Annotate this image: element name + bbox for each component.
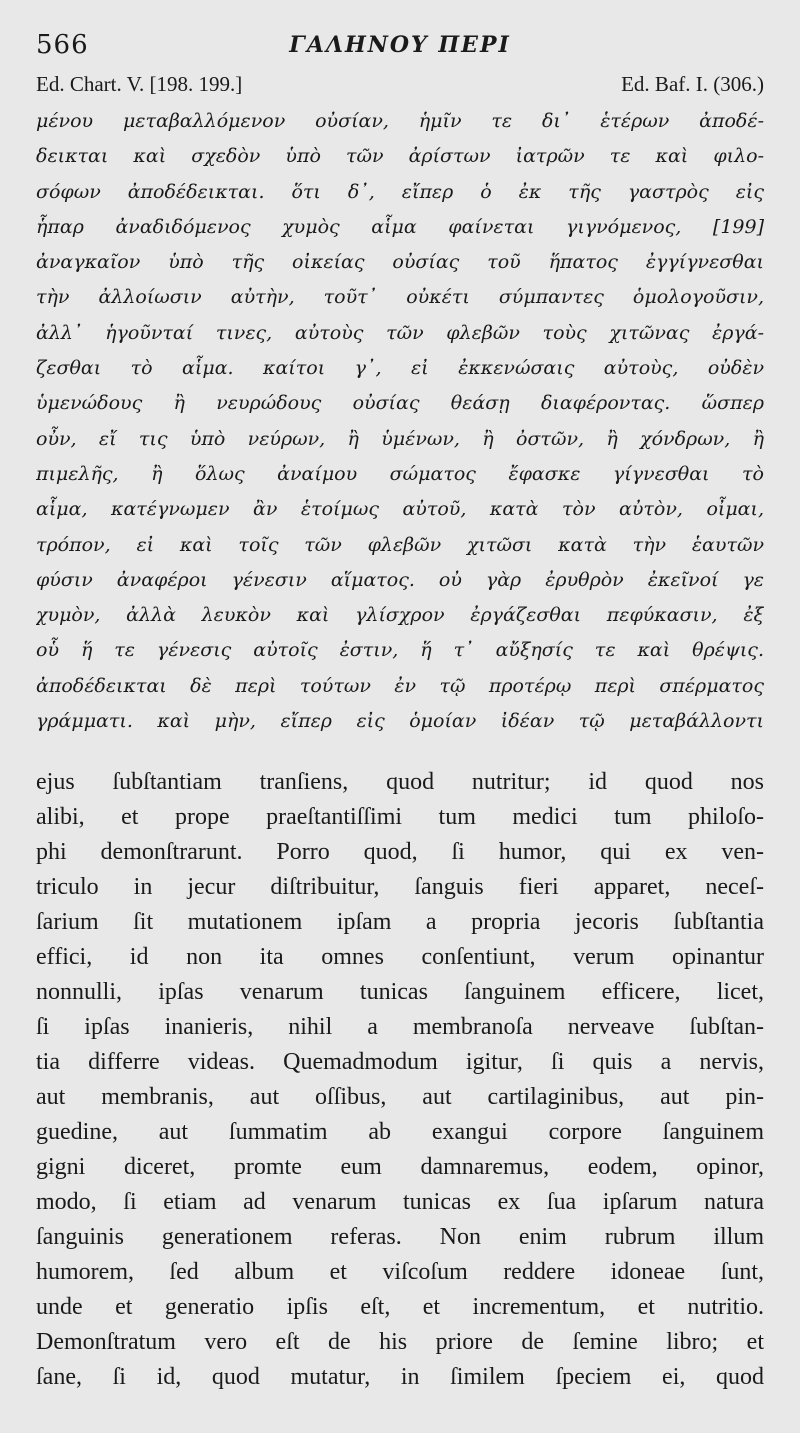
greek-line: οὖν, εἴ τις ὑπὸ νεύρων, ἢ ὑμένων, ἢ ὀστῶν, ἢ χόνδρων, ἢ (36, 427, 764, 450)
greek-line: ἀλλ᾽ ἡγοῦνταί τινες, αὐτοὺς τῶν φλεβῶν τοὺς χιτῶνας ἐργά- (36, 321, 764, 344)
edition-reference-chartier: Ed. Chart. V. [198. 199.] (36, 72, 243, 96)
page-number: 566 (36, 30, 89, 60)
latin-line: unde et generatio ipſis eſt, et incrementum, et nutritio. (36, 1294, 764, 1320)
latin-line: tia differre videas. Quemadmodum igitur, ſi quis a nervis, (36, 1049, 764, 1075)
latin-line: Demonſtratum vero eſt de his priore de ſemine libro; et (36, 1329, 764, 1355)
latin-line: phi demonſtrarunt. Porro quod, ſi humor, qui ex ven- (36, 839, 764, 865)
latin-line: humorem, ſed album et viſcoſum reddere idoneae ſunt, (36, 1259, 764, 1285)
latin-line: alibi, et prope praeſtantiſſimi tum medici tum philoſo- (36, 804, 764, 830)
latin-line: triculo in jecur diſtribuitur, ſanguis fieri apparet, neceſ- (36, 874, 764, 900)
edition-reference-basel: Ed. Baf. I. (306.) (621, 72, 764, 96)
latin-line: guedine, aut ſummatim ab exangui corpore ſanguinem (36, 1119, 764, 1145)
running-title: ΓΑΛΗΝΟΥ ΠΕΡΙ (289, 32, 511, 58)
greek-line: φύσιν ἀναφέροι γένεσιν αἵματος. οὐ γὰρ ἐρυθρὸν ἐκεῖνοί γε (36, 568, 764, 591)
greek-line: χυμὸν, ἀλλὰ λευκὸν καὶ γλίσχρον ἐργάζεσθαι πεφύκασιν, ἐξ (36, 604, 764, 627)
greek-line: ὑμενώδους ἢ νευρώδους οὐσίας θεάσῃ διαφέροντας. ὥσπερ (36, 392, 764, 415)
greek-line: σόφων ἀποδέδεικται. ὅτι δ᾽, εἴπερ ὁ ἐκ τῆς γαστρὸς εἰς (36, 180, 764, 203)
latin-line: ſanguinis generationem referas. Non enim rubrum illum (36, 1224, 764, 1250)
greek-line: οὗ ἥ τε γένεσις αὐτοῖς ἐστιν, ἥ τ᾽ αὔξησίς τε καὶ θρέψις. (36, 639, 764, 662)
latin-line: ſane, ſi id, quod mutatur, in ſimilem ſpeciem ei, quod (36, 1364, 764, 1390)
latin-line: modo, ſi etiam ad venarum tunicas ex ſua ipſarum natura (36, 1189, 764, 1215)
edition-references (36, 72, 764, 102)
greek-text-block (36, 104, 764, 739)
latin-text-block (36, 765, 764, 1395)
greek-line: τὴν ἀλλοίωσιν αὐτὴν, τοῦτ᾽ οὐκέτι σύμπαντες ὁμολογοῦσιν, (36, 286, 764, 309)
greek-line: γράμματι. καὶ μὴν, εἴπερ εἰς ὁμοίαν ἰδέαν τῷ μεταβάλλοντι (36, 710, 764, 733)
latin-line: ſi ipſas inanieris, nihil a membranoſa nerveave ſubſtan- (36, 1014, 764, 1040)
page-header (36, 24, 764, 64)
latin-line: ejus ſubſtantiam tranſiens, quod nutritur; id quod nos (36, 769, 764, 795)
latin-line: gigni diceret, promte eum damnaremus, eodem, opinor, (36, 1154, 764, 1180)
latin-line: nonnulli, ipſas venarum tunicas ſanguinem efficere, licet, (36, 979, 764, 1005)
greek-line: πιμελῆς, ἢ ὅλως ἀναίμου σώματος ἔφασκε γίγνεσθαι τὸ (36, 462, 764, 485)
latin-line: ſarium ſit mutationem ipſam a propria jecoris ſubſtantia (36, 909, 764, 935)
latin-line: effici, id non ita omnes conſentiunt, verum opinantur (36, 944, 764, 970)
greek-line: ἧπαρ ἀναδιδόμενος χυμὸς αἷμα φαίνεται γιγνόμενος, [199] (36, 215, 764, 238)
greek-line: δεικται καὶ σχεδὸν ὑπὸ τῶν ἀρίστων ἰατρῶν τε καὶ φιλο- (36, 145, 764, 168)
greek-line: αἷμα, κατέγνωμεν ἂν ἑτοίμως αὐτοῦ, κατὰ τὸν αὐτὸν, οἶμαι, (36, 498, 764, 521)
greek-line: τρόπον, εἰ καὶ τοῖς τῶν φλεβῶν χιτῶσι κατὰ τὴν ἑαυτῶν (36, 533, 764, 556)
greek-line: ἀποδέδεικται δὲ περὶ τούτων ἐν τῷ προτέρῳ περὶ σπέρματος (36, 674, 764, 697)
greek-line: ζεσθαι τὸ αἷμα. καίτοι γ᾽, εἰ ἐκκενώσαις αὐτοὺς, οὐδὲν (36, 357, 764, 380)
latin-line: aut membranis, aut oſſibus, aut cartilaginibus, aut pin- (36, 1084, 764, 1110)
greek-line: μένου μεταβαλλόμενον οὐσίαν, ἡμῖν τε δι᾽ ἑτέρων ἀποδέ- (36, 110, 764, 132)
greek-line: ἀναγκαῖον ὑπὸ τῆς οἰκείας οὐσίας τοῦ ἥπατος ἐγγίγνεσθαι (36, 251, 764, 274)
